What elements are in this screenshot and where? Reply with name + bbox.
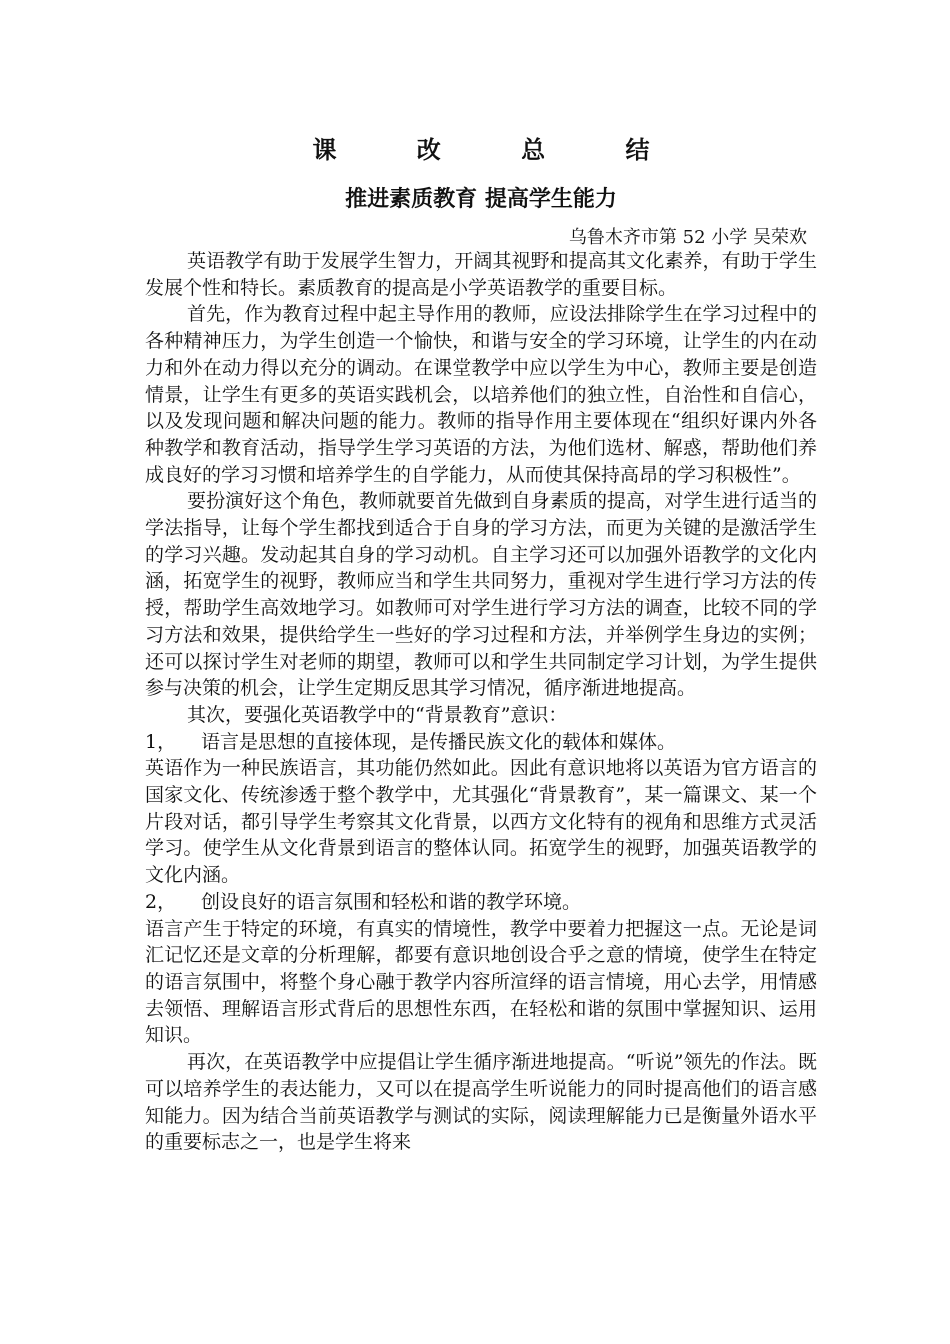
- paragraph-intro: 英语教学有助于发展学生智力，开阔其视野和提高其文化素养，有助于学生发展个性和特长。素质教育的提高是小学英语教学的重要目标。: [145, 250, 817, 299]
- paragraph-environment: 语言产生于特定的环境，有真实的情境性，教学中要着力把握这一点。无论是词汇记忆还是文章的分析理解，都要有意识地创设合乎之意的情境，使学生在特定的语言氛围中，将整个身心融于教学内容所渲绎的语言情境，用心去学，用情感去领悟、理解语言形式背后的思想性东西，在轻松和谐的氛围中掌握知识、运用知识。: [145, 917, 817, 1047]
- list-item-number: 1，: [145, 730, 177, 753]
- paragraph-background-education: 其次，要强化英语教学中的“背景教育”意识：: [187, 703, 568, 726]
- paragraph-listening-speaking: 再次，在英语教学中应提倡让学生循序渐进地提高。“听说”领先的作法。既可以培养学生的表达能力，又可以在提高学生听说能力的同时提高他们的语言感知能力。因为结合当前英语教学与测试的实际，阅读理解能力已是衡量外语水平的重要标志之一，也是学生将来: [145, 1051, 817, 1154]
- author-line: 乌鲁木齐市第 52 小学 吴荣欢: [568, 227, 807, 248]
- list-item-text: 创设良好的语言氛围和轻松和谐的教学环境。: [201, 890, 582, 913]
- list-item-text: 语言是思想的直接体现，是传播民族文化的载体和媒体。: [201, 730, 677, 753]
- paragraph-teacher-role: 首先，作为教育过程中起主导作用的教师，应设法排除学生在学习过程中的各种精神压力，为学生创造一个愉快，和谐与安全的学习环境，让学生的内在动力和外在动力得以充分的调动。在课堂教学中应以学生为中心，教师主要是创造情景，让学生有更多的英语实践机会，以培养他们的独立性，自治性和自信心，以及发现问题和解决问题的能力。教师的指导作用主要体现在“组织好课内外各种教学和教育活动，指导学生学习英语的方法，为他们选材、解惑，帮助他们养成良好的学习习惯和培养学生的自学能力，从而使其保持高昂的学习积极性”。: [145, 303, 817, 486]
- document-subtitle: 推进素质教育 提高学生能力: [345, 187, 617, 212]
- document-title: 课 改 总 结: [312, 136, 686, 164]
- list-item: [145, 729, 817, 756]
- document-body: [145, 248, 817, 1156]
- list-item: [145, 889, 817, 916]
- paragraph-culture: 英语作为一种民族语言，其功能仍然如此。因此有意识地将以英语为官方语言的国家文化、传统渗透于整个教学中，尤其强化“背景教育”，某一篇课文、某一个片段对话，都引导学生考察其文化背景，以西方文化特有的视角和思维方式灵活学习。使学生从文化背景到语言的整体认同。拓宽学生的视野，加强英语教学的文化内涵。: [145, 757, 817, 887]
- paragraph-self-improvement: 要扮演好这个角色，教师就要首先做到自身素质的提高，对学生进行适当的学法指导，让每个学生都找到适合于自身的学习方法，而更为关键的是激活学生的学习兴趣。发动起其自身的学习动机。自主学习还可以加强外语教学的文化内涵，拓宽学生的视野，教师应当和学生共同努力，重视对学生进行学习方法的传授，帮助学生高效地学习。如教师可对学生进行学习方法的调查，比较不同的学习方法和效果，提供给学生一些好的学习过程和方法，并举例学生身边的实例；还可以探讨学生对老师的期望，教师可以和学生共同制定学习计划，为学生提供参与决策的机会，让学生定期反思其学习情况，循序渐进地提高。: [145, 490, 817, 700]
- list-item-number: 2，: [145, 890, 177, 913]
